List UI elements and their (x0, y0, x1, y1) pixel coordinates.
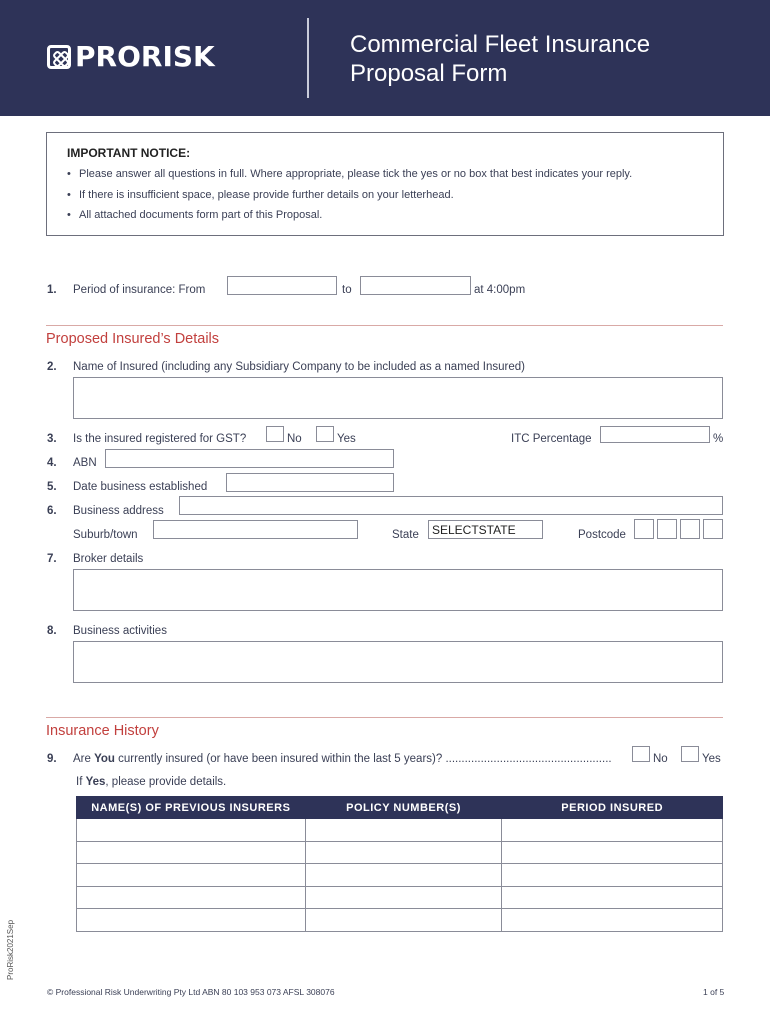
table-row (77, 819, 723, 842)
gst-yes-label: Yes (337, 433, 356, 445)
currently-insured-text-a: Are (73, 753, 95, 765)
period-cell[interactable] (502, 819, 723, 842)
question-number: 4. (47, 457, 57, 469)
policy-number-cell[interactable] (305, 841, 502, 864)
important-notice-box (46, 132, 724, 236)
insurer-cell[interactable] (77, 909, 306, 932)
insured-no-checkbox[interactable] (632, 746, 650, 762)
table-row (77, 864, 723, 887)
footer-copyright: © Professional Risk Underwriting Pty Ltd ABN 80 103 953 073 AFSL 308076 (47, 987, 335, 997)
previous-insurers-table (76, 796, 723, 932)
broker-details-label: Broker details (73, 553, 144, 565)
period-cell[interactable] (502, 886, 723, 909)
broker-details-input[interactable] (73, 569, 723, 611)
section-divider (46, 325, 723, 326)
prorisk-logo (47, 40, 215, 73)
if-yes-instruction (76, 776, 226, 788)
itc-percentage-label: ITC Percentage (511, 433, 592, 445)
business-activities-label: Business activities (73, 625, 167, 637)
suburb-label: Suburb/town (73, 529, 138, 541)
question-number: 1. (47, 284, 57, 296)
gst-question-label: Is the insured registered for GST? (73, 433, 247, 445)
postcode-label: Postcode (578, 529, 626, 541)
column-header: POLICY NUMBER(S) (305, 797, 502, 819)
document-version-code: ProRisk2021Sep (6, 919, 15, 980)
insured-no-label: No (653, 753, 668, 765)
policy-number-cell[interactable] (305, 864, 502, 887)
period-time-label: at 4:00pm (474, 284, 526, 296)
table-row (77, 886, 723, 909)
name-of-insured-label: Name of Insured (including any Subsidiary Company to be included as a named Insured) (73, 361, 525, 373)
percent-sign: % (713, 433, 724, 445)
page-number: 1 of 5 (703, 987, 725, 997)
gst-no-checkbox[interactable] (266, 426, 284, 442)
notice-item: • Please answer all questions in full. Where appropriate, please tick the yes or no box that best indicates your reply. (67, 167, 723, 181)
if-yes-text-a: If (76, 776, 86, 788)
abn-label: ABN (73, 457, 97, 469)
state-label: State (392, 529, 419, 541)
section-divider (46, 717, 723, 718)
period-cell[interactable] (502, 864, 723, 887)
question-number: 7. (47, 553, 57, 565)
postcode-digit-3[interactable] (680, 519, 700, 539)
date-established-label: Date business established (73, 481, 208, 493)
period-cell[interactable] (502, 909, 723, 932)
state-select[interactable]: SELECTSTATE (428, 520, 543, 539)
notice-list (67, 167, 723, 222)
question-number: 2. (47, 361, 57, 373)
period-cell[interactable] (502, 841, 723, 864)
insurer-cell[interactable] (77, 886, 306, 909)
question-number: 3. (47, 433, 57, 445)
business-address-label: Business address (73, 505, 164, 517)
period-to-label: to (342, 284, 352, 296)
gst-no-label: No (287, 433, 302, 445)
page-header (0, 0, 770, 116)
section-title-insured-details: Proposed Insured’s Details (46, 331, 220, 347)
policy-number-cell[interactable] (305, 886, 502, 909)
currently-insured-question (73, 753, 612, 765)
postcode-digit-4[interactable] (703, 519, 723, 539)
table-row (77, 841, 723, 864)
header-divider (307, 18, 309, 98)
suburb-input[interactable] (153, 520, 358, 539)
name-of-insured-input[interactable] (73, 377, 723, 419)
currently-insured-text-c: currently insured (or have been insured within the last 5 years)? .................................................... (114, 753, 612, 765)
policy-number-cell[interactable] (305, 909, 502, 932)
period-to-input[interactable] (360, 276, 471, 295)
if-yes-text-b: Yes (85, 776, 106, 788)
question-number: 9. (47, 753, 57, 765)
period-of-insurance-label: Period of insurance: From (73, 284, 206, 296)
section-title-insurance-history: Insurance History (46, 723, 159, 739)
policy-number-cell[interactable] (305, 819, 502, 842)
gst-yes-checkbox[interactable] (316, 426, 334, 442)
question-number: 6. (47, 505, 57, 517)
insured-yes-checkbox[interactable] (681, 746, 699, 762)
insured-yes-label: Yes (702, 753, 721, 765)
insurer-cell[interactable] (77, 841, 306, 864)
business-address-input[interactable] (179, 496, 723, 515)
abn-input[interactable] (105, 449, 394, 468)
form-title-line-2: Proposal Form (350, 60, 508, 87)
form-title-line-1: Commercial Fleet Insurance (350, 31, 651, 58)
brand-name: PRORISK (75, 40, 215, 73)
column-header: NAME(S) OF PREVIOUS INSURERS (77, 797, 306, 819)
postcode-digit-1[interactable] (634, 519, 654, 539)
prorisk-logo-icon (47, 45, 71, 69)
postcode-digit-2[interactable] (657, 519, 677, 539)
itc-percentage-input[interactable] (600, 426, 710, 443)
column-header: PERIOD INSURED (502, 797, 723, 819)
table-header-row (77, 797, 723, 819)
period-from-input[interactable] (227, 276, 337, 295)
notice-item: • If there is insufficient space, please provide further details on your letterhead. (67, 188, 723, 202)
notice-item: • All attached documents form part of this Proposal. (67, 208, 723, 222)
question-number: 5. (47, 481, 57, 493)
insurer-cell[interactable] (77, 864, 306, 887)
date-established-input[interactable] (226, 473, 394, 492)
business-activities-input[interactable] (73, 641, 723, 683)
notice-title: IMPORTANT NOTICE: (67, 146, 191, 160)
insurer-cell[interactable] (77, 819, 306, 842)
currently-insured-text-b: You (94, 753, 115, 765)
form-title (350, 30, 650, 88)
question-number: 8. (47, 625, 57, 637)
table-row (77, 909, 723, 932)
if-yes-text-c: , please provide details. (105, 776, 227, 788)
